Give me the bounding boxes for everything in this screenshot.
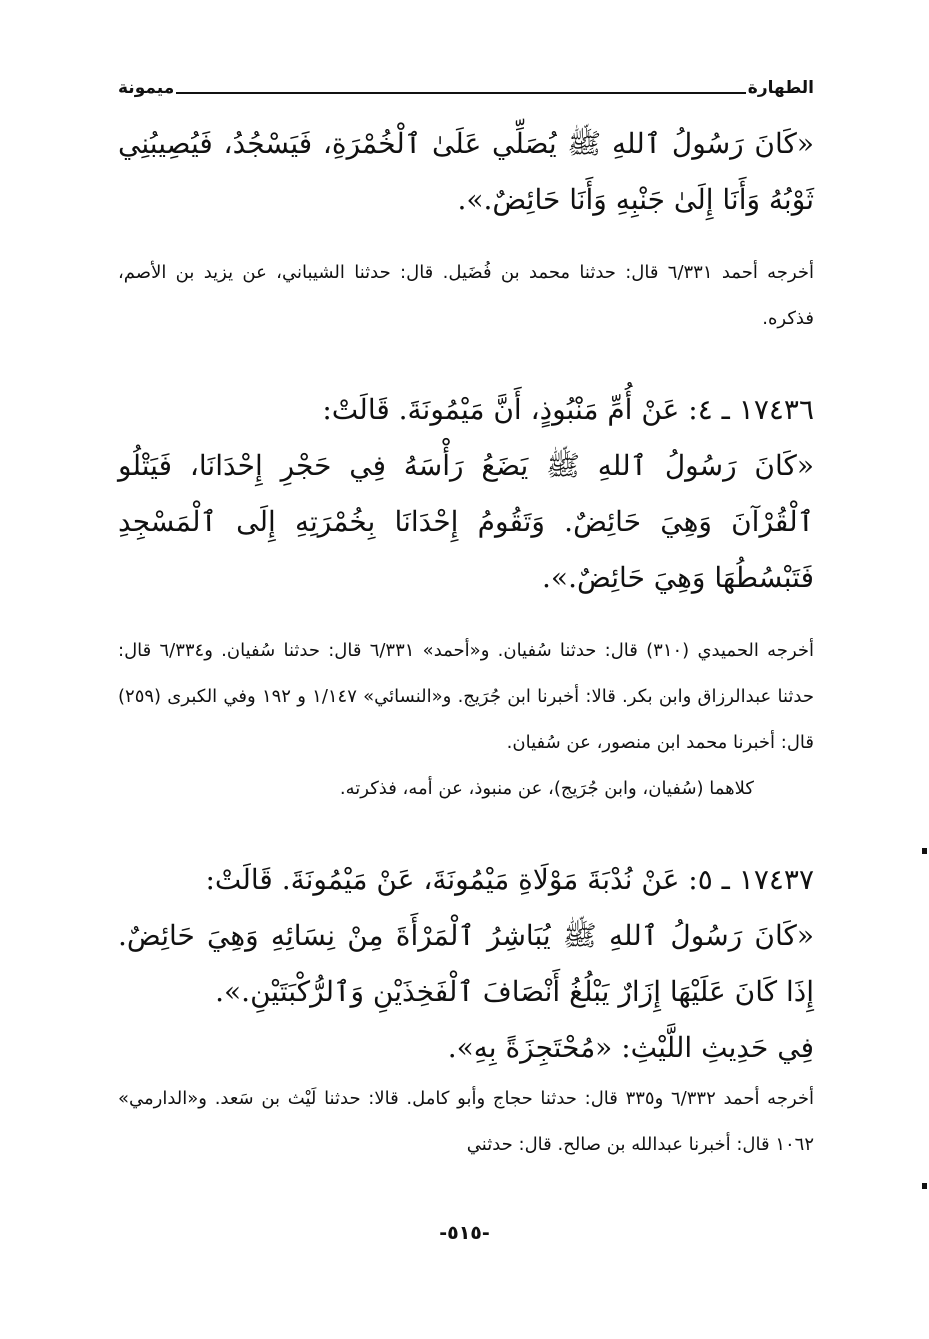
hadith-variant-note: فِي حَدِيثِ اللَّيْثِ: «مُحْتَجِزَةً بِهِ». <box>447 1031 814 1064</box>
hadith-text: «كَانَ رَسُولُ ٱللهِ ﷺ يُصَلِّي عَلَىٰ ٱلْخُمْرَةِ، فَيَسْجُدُ، فَيُصِيبُنِي ثَوْبُهُ وَأَنَا إِلَىٰ جَنْبِهِ وَأَنَا حَائِضٌ.». <box>118 127 814 216</box>
source-note: أخرجه أحمد ٦/٣٣١ قال: حدثنا محمد بن فُضَيل. قال: حدثنا الشيباني، عن يزيد بن الأصم، فذكره. <box>118 262 814 329</box>
header-topic: ميمونة <box>118 78 175 98</box>
header-rule <box>176 92 746 94</box>
hadith-heading: ١٧٤٣٦ ـ ٤: عَنْ أُمِّ مَنْبُوذٍ، أَنَّ مَيْمُونَةَ. قَالَتْ: <box>322 393 814 426</box>
source-note: أخرجه الحميدي (٣١٠) قال: حدثنا سُفيان. و«أحمد» ٦/٣٣١ قال: حدثنا سُفيان. و٦/٣٣٤ قال: حدثنا عبدالرزاق وابن بكر. قالا: أخبرنا ابن جُرَيج. و«النسائي» ١/١٤٧ و ١٩٢ وفي الكبرى (٢٥٩) قال: أخبرنا محمد ابن منصور، عن سُفيان. <box>118 640 814 753</box>
source-summary: كلاهما (سُفيان، وابن جُرَيج)، عن منبوذ، عن أمه، فذكرته. <box>339 778 754 799</box>
margin-mark <box>922 848 927 854</box>
running-header <box>118 70 814 106</box>
source-note: أخرجه أحمد ٦/٣٣٢ و٣٣٥ قال: حدثنا حجاج وأبو كامل. قالا: حدثنا لَيْث بن سَعد. و«الدارمي» ١٠٦٢ قال: أخبرنا عبدالله بن صالح. قال: حدثني <box>118 1088 815 1155</box>
hadith-text: «كَانَ رَسُولُ ٱللهِ ﷺ يُبَاشِرُ ٱلْمَرْأَةَ مِنْ نِسَائِهِ وَهِيَ حَائِضٌ. إِذَا كَانَ عَلَيْهَا إِزَارٌ يَبْلُغُ أَنْصَافَ ٱلْفَخِذَيْنِ وَٱلرُّكْبَتَيْنِ.». <box>118 919 814 1008</box>
page-body <box>118 70 814 1168</box>
page-number: -٥١٥- <box>439 1222 490 1244</box>
hadith-text: «كَانَ رَسُولُ ٱللهِ ﷺ يَضَعُ رَأْسَهُ فِي حَجْرِ إِحْدَانَا، فَيَتْلُو ٱلْقُرْآنَ وَهِيَ حَائِضٌ. وَتَقُومُ إِحْدَانَا بِخُمْرَتِهِ إِلَى ٱلْمَسْجِدِ فَتَبْسُطُهَا وَهِيَ حَائِضٌ.». <box>118 449 815 594</box>
hadith-heading: ١٧٤٣٧ ـ ٥: عَنْ نُدْبَةَ مَوْلَاةِ مَيْمُونَةَ، عَنْ مَيْمُونَةَ. قَالَتْ: <box>205 863 814 896</box>
margin-mark <box>922 1183 927 1189</box>
header-section: الطهارة <box>747 78 814 98</box>
